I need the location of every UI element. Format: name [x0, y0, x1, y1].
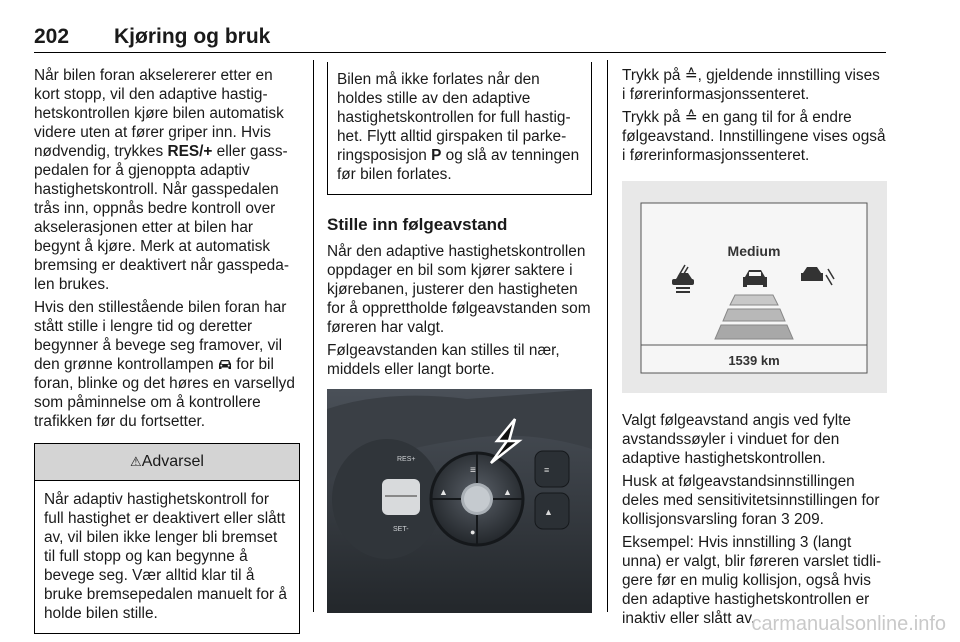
svg-text:▲: ▲ — [439, 487, 448, 497]
paragraph: Husk at følgeavstandsinnstillingen deles med sensitivitetsinnstillingen for kollisjonsvarsling foran 3 209. — [622, 473, 880, 528]
res-label: RES+ — [397, 456, 416, 463]
note-box: Bilen må ikke forlates når den holdes stille av den adaptive hastighetskontrollen for full hastighet. Flytt alltid girspaken til parkeringsposisjon P og slå av tenningen før bilen forlates. — [327, 62, 592, 195]
following-distance-icon: ≙ — [684, 109, 698, 126]
svg-text:●: ● — [470, 527, 476, 537]
steering-wheel-photo — [327, 389, 592, 613]
column-divider — [313, 60, 314, 612]
section-heading: Stille inn følgeavstand — [327, 215, 508, 234]
steering-wheel-controls-illustration — [327, 389, 592, 613]
page-title: Kjøring og bruk — [114, 25, 271, 48]
key-label: P — [431, 147, 442, 164]
svg-text:▲: ▲ — [544, 507, 553, 517]
display-distance-label: 1539 km — [728, 353, 780, 368]
column-1 — [34, 66, 300, 634]
warning-title: Advarsel — [141, 453, 204, 470]
warning-triangle-icon: ⚠ — [130, 454, 142, 469]
column-2 — [327, 62, 592, 613]
warning-text: Når adaptiv hastighetskontroll for full hastighet er deaktivert eller slått av, vil bilen ikke lenger bli bremset til full stopp og kan begynne å bevege seg. Vær alltid klar til å bruke bremsepedalen manuelt for å holde bilen stille. — [44, 491, 287, 622]
set-label: SET- — [393, 526, 409, 533]
svg-text:≡: ≡ — [544, 465, 550, 475]
page-reference-symbol: 3 — [781, 511, 790, 528]
display-mode-label: Medium — [727, 243, 781, 259]
paragraph: Når den adaptive hastighetskontrollen oppdager en bil som kjører saktere i kjørebanen, justerer den hastigheten for å opprettholde følgeavstanden som føreren har valgt. — [327, 243, 591, 336]
paragraph: Eksempel: Hvis innstilling 3 (langt unna) er valgt, blir føreren varslet tidligere før en mulig kollisjon, også hvis den adaptive hastighetskontrollen er inaktiv eller slått av. — [622, 534, 882, 627]
column-3 — [622, 66, 887, 632]
paragraph: Valgt følgeavstand angis ved fylte avstandssøyler i vinduet for den adaptive hastighetskontrollen. — [622, 412, 851, 467]
page-number: 202 — [34, 25, 70, 48]
warning-header — [35, 444, 299, 481]
paragraph: Følgeavstanden kan stilles til nær, middels eller langt borte. — [327, 342, 560, 378]
svg-text:▲: ▲ — [503, 487, 512, 497]
key-label: RES/+ — [167, 143, 213, 160]
paragraph: Når bilen foran akselererer etter en kort stopp, vil den adaptive hastighetskontrollen kjøre bilen automatisk videre uten at fører griper inn. Hvis nødvendig, trykkes RES/+ eller gasspedalen for å gjenoppta adaptiv hastighetskontroll. Når gasspedalen trås inn, oppnås bedre kontroll over akselerasjonen etter at bilen har begynt å kjøre. Merk at automatisk bremsing er deaktivert når gasspedalen brukes. — [34, 67, 289, 293]
following-distance-icon: ≙ — [684, 67, 698, 84]
warning-box — [34, 443, 300, 634]
paragraph: Trykk på ≙, gjeldende innstilling vises i førerinformasjonssenteret. — [622, 67, 880, 103]
vehicle-ahead-icon — [218, 359, 232, 370]
watermark: carmanualsonline.info — [751, 613, 946, 635]
paragraph: Trykk på ≙ en gang til for å endre følgeavstand. Innstillingene vises også i førerinformasjonssenteret. — [622, 109, 886, 164]
svg-text:≡: ≡ — [470, 465, 476, 476]
paragraph: Hvis den stillestående bilen foran har stått stille i lengre tid og deretter begynner å bevege seg framover, vil den grønne kontrollampen for bil foran, blinke og det høres en varsellyd som påminnelse om å kontrollere trafikken før du fortsetter. — [34, 299, 295, 430]
page-header — [34, 22, 886, 53]
column-divider — [607, 60, 608, 612]
driver-info-display-illustration — [622, 181, 887, 393]
